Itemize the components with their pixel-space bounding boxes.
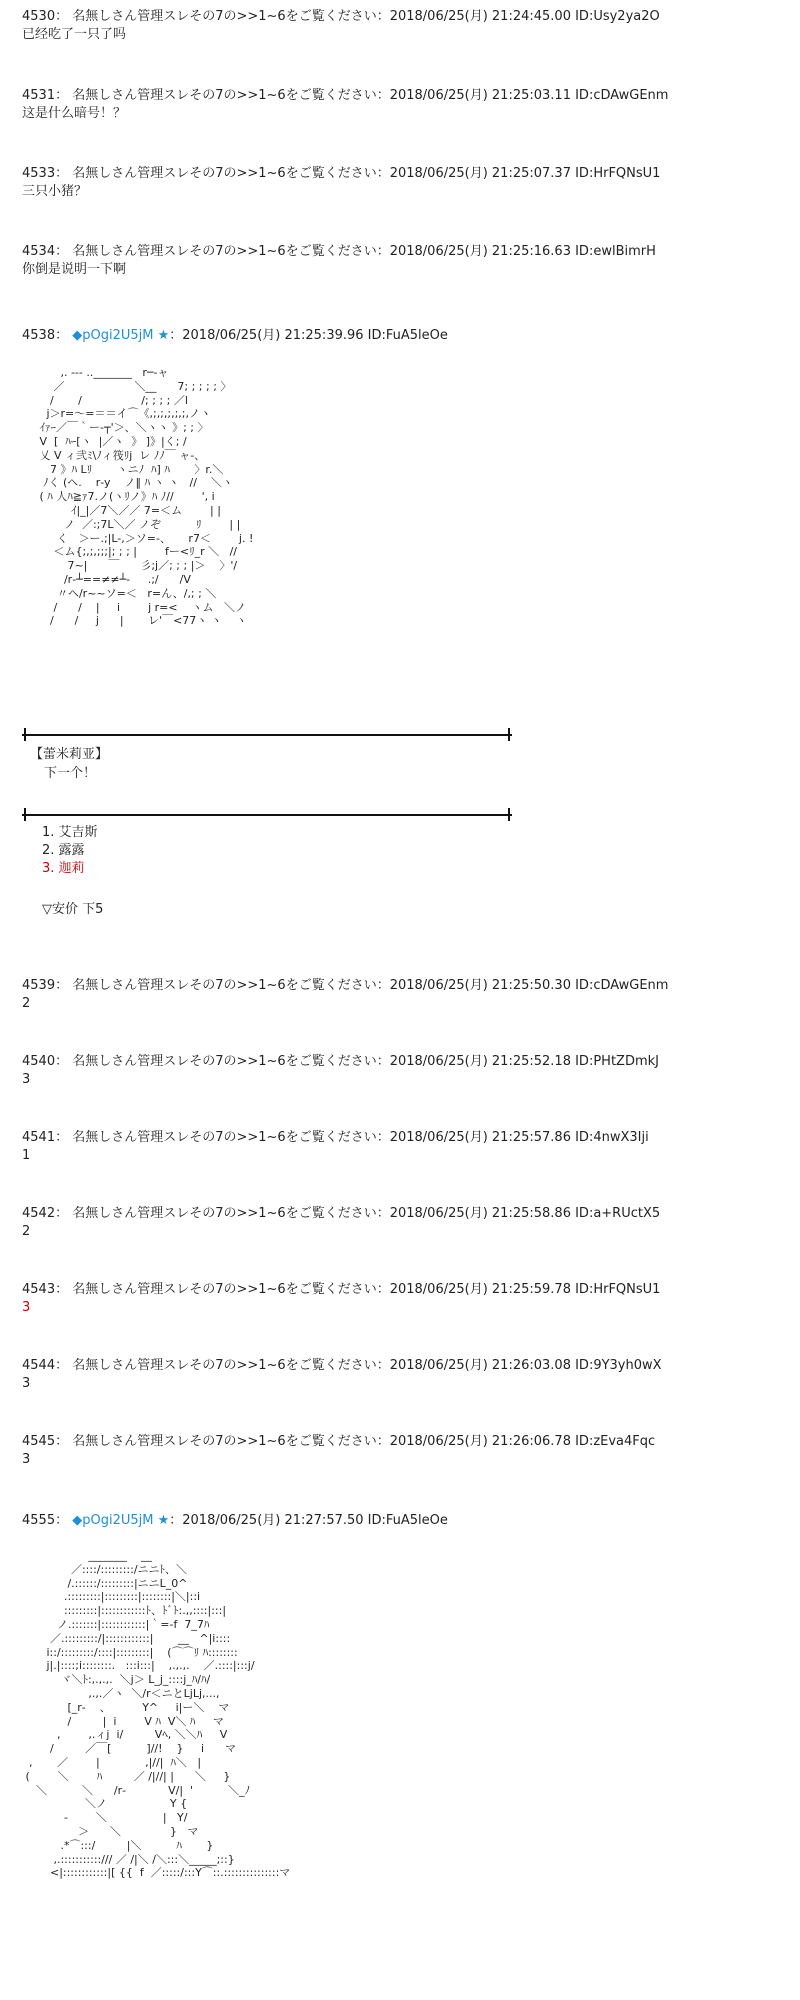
post-body: 3 bbox=[22, 1452, 31, 1467]
post-4531 bbox=[22, 87, 782, 123]
divider-tick-left bbox=[24, 728, 26, 741]
author-trip[interactable]: ◆pOgi2U5jM ★ bbox=[72, 1513, 170, 1528]
post-header bbox=[22, 1512, 782, 1530]
post-4540 bbox=[22, 1053, 782, 1089]
dialog-line: 下一个！ bbox=[44, 766, 97, 781]
choice-list bbox=[42, 824, 98, 878]
divider-tick-left bbox=[24, 808, 26, 821]
ascii-art-character: _______ __ ／::::/:::::::::/ニニﾄ、＼ /.::::::/:::::::::|ニニL_0^ .:::::::::|:::::::::|::::::::|＼|::i :::::::::|::::::::::::ﾄ、ﾄﾞﾄ:.,,::::|:::| ノ.:::::::|::::::::::::|｀=-f 7_7ﾊ ／.:::::::::/|::::::::::::| __ ^|i:::: i::/:::::::::/::::|:::::::::| (⌒⌒ﾘ ﾊ:::::::: j|.|::::;i::::::::. :::i:::| ,.,.,. ／.::::|:::j/ ヾ＼ﾄ:,.,.,. ＼j＞ L_j_::::j_ﾊ/ﾊ/ ,.,.／ヽ ＼/r＜ニとLjLj,..., [_r‐ 、 Y^ i|ー＼ マ / | i V ﾊ V＼ ﾊ マ , ,.ィj i/ Vﾍ, ＼＼ﾊ V / ／￣[ ]//! } i マ , ／ | ,|//| ﾊ＼ | ( ＼ ﾊ ／ /|//| | ＼ } ＼ ＼ /r‐ V/| ' ＼_ﾉ ＼ノ Y { ‐ ＼ | Y/ ＞ ＼ } マ .*⌒:::/ |＼ ﾊ } ,.:::::::::::/// ／ /|＼ /＼:::＼_____;::} <|::::::::::::|[ {{ f ／:::::/:::Y⌒::.:::::::::::::::マ bbox=[25, 1549, 291, 1880]
post-header: 4542： 名無しさん管理スレその7の>>1~6をご覧ください：2018/06/25(月) 21:25:58.86 ID:a+RUctX5 bbox=[22, 1206, 661, 1221]
choice-1: 1. 艾吉斯 bbox=[42, 825, 98, 840]
post-4543 bbox=[22, 1281, 782, 1317]
post-header: 4543： 名無しさん管理スレその7の>>1~6をご覧ください：2018/06/25(月) 21:25:59.78 ID:HrFQNsU1 bbox=[22, 1282, 661, 1297]
post-body: 三只小猪？ bbox=[22, 184, 88, 199]
post-header: 4539： 名無しさん管理スレその7の>>1~6をご覧ください：2018/06/25(月) 21:25:50.30 ID:cDAwGEnm bbox=[22, 978, 669, 993]
post-header: 4533： 名無しさん管理スレその7の>>1~6をご覧ください：2018/06/25(月) 21:25:07.37 ID:HrFQNsU1 bbox=[22, 166, 661, 181]
post-4530 bbox=[22, 8, 782, 44]
divider-bottom bbox=[22, 814, 512, 816]
post-4534 bbox=[22, 243, 782, 279]
post-body: 这是什么暗号！？ bbox=[22, 106, 127, 121]
divider-tick-right bbox=[508, 728, 510, 741]
post-header: 4530： 名無しさん管理スレその7の>>1~6をご覧ください：2018/06/25(月) 21:24:45.00 ID:Usy2ya2O bbox=[22, 9, 660, 24]
post-header: 4544： 名無しさん管理スレその7の>>1~6をご覧ください：2018/06/25(月) 21:26:03.08 ID:9Y3yh0wX bbox=[22, 1358, 662, 1373]
post-body: 你倒是说明一下啊 bbox=[22, 262, 127, 277]
post-header: 4534： 名無しさん管理スレその7の>>1~6をご覧ください：2018/06/25(月) 21:25:16.63 ID:ewlBimrH bbox=[22, 244, 656, 259]
post-meta: ：2018/06/25(月) 21:27:57.50 ID:FuA5leOe bbox=[169, 1513, 448, 1528]
choice-3: 3. 迦莉 bbox=[42, 861, 85, 876]
post-header: 4540： 名無しさん管理スレその7の>>1~6をご覧ください：2018/06/25(月) 21:25:52.18 ID:PHtZDmkJ bbox=[22, 1054, 659, 1069]
post-4533 bbox=[22, 165, 782, 201]
post-4545 bbox=[22, 1433, 782, 1469]
post-body: 已经吃了一只了吗 bbox=[22, 27, 127, 42]
post-meta: ：2018/06/25(月) 21:25:39.96 ID:FuA5leOe bbox=[169, 328, 448, 343]
author-trip[interactable]: ◆pOgi2U5jM ★ bbox=[72, 328, 170, 343]
post-body: 3 bbox=[22, 1300, 31, 1315]
anka-note: ▽安价 下5 bbox=[42, 902, 104, 917]
divider-tick-right bbox=[508, 808, 510, 821]
post-body: 2 bbox=[22, 1224, 31, 1239]
choice-2: 2. 露露 bbox=[42, 843, 85, 858]
post-body: 1 bbox=[22, 1148, 31, 1163]
post-4544 bbox=[22, 1357, 782, 1393]
post-body: 3 bbox=[22, 1072, 31, 1087]
post-header bbox=[22, 327, 782, 345]
post-header: 4541： 名無しさん管理スレその7の>>1~6をご覧ください：2018/06/25(月) 21:25:57.86 ID:4nwX3Iji bbox=[22, 1130, 649, 1145]
post-4555 bbox=[22, 1512, 782, 1530]
post-header: 4531： 名無しさん管理スレその7の>>1~6をご覧ください：2018/06/25(月) 21:25:03.11 ID:cDAwGEnm bbox=[22, 88, 669, 103]
post-body: 3 bbox=[22, 1376, 31, 1391]
post-4541 bbox=[22, 1129, 782, 1165]
post-4538 bbox=[22, 327, 782, 345]
post-body: 2 bbox=[22, 996, 31, 1011]
post-4542 bbox=[22, 1205, 782, 1241]
post-number: 4555： bbox=[22, 1513, 69, 1528]
post-4539 bbox=[22, 977, 782, 1013]
ascii-art-remilia: ,. ‐‐‐ .._______ r─‐ャ ／ ＼__ 7; ; ; ; ; 〉 / / /; ; ; ; ／l j＞r=～=＝＝イ⌒《,;,;,;,;,;,ノヽ ｲｧｰ／￣｀ー‐┬'＞、＼ヽヽ 》; ; 〉 V [ ﾊｰ[ヽ |／ヽ 》 ]》|く; / 乂 V ィ弐ﾐ\ﾉィ筏ﾘj レ ﾉﾉ￣ ャ-、 7 》ﾊ Lﾘ ヽニﾉ ﾊ] ﾊ 〉r.＼ ﾉく (ヘ. r‐y ノ‖ ﾊ ヽ ヽ // ＼ヽ ( ﾊ 人ﾊ≧ｧ7.ノ(ヽﾘノ》ﾊ ﾉ// ', i ｲ|_|／7＼／／ 7=＜ム | | ノ ／:;7L＼／ ノぞ ﾘ | | く ＞ー.;|L-,＞ソ=-、 r7＜ j. ! ＜ム{;,;,;;;|; ; ; | fー<ﾘ_r ＼ // 7~| ￣ 彡;j／; ; ; |＞ 〉'/ /r‐┴==≠≠┴‐ .;/ /V 〃ヘ/r~~ソ=＜ r=ん、/,; ; ＼ / / | i j r=< ヽム ＼ノ / / j | レ'￣<77ヽ ヽ ヽ bbox=[39, 366, 254, 628]
post-header: 4545： 名無しさん管理スレその7の>>1~6をご覧ください：2018/06/25(月) 21:26:06.78 ID:zEva4Fqc bbox=[22, 1434, 656, 1449]
post-number: 4538： bbox=[22, 328, 69, 343]
speaker-label: 【蕾米莉亚】 bbox=[30, 747, 109, 762]
divider-top bbox=[22, 734, 512, 736]
